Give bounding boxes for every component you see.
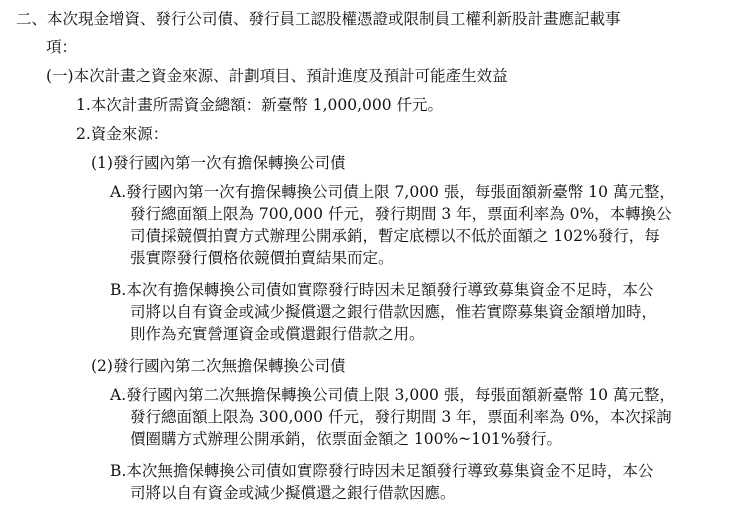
sub1-b-line-3: 則作為充實營運資金或償還銀行借款之用。 [130,325,425,343]
sub2-a-line-1: A.發行國內第二次無擔保轉換公司債上限 3,000 張，每張面額新臺幣 10 萬元整， [110,386,675,404]
sub2-a-line-3: 價圈購方式辦理公開承銷，依票面金額之 100%~101%發行。 [130,430,563,448]
sub1-a-line-1: A.發行國內第一次有擔保轉換公司債上限 7,000 張，每張面額新臺幣 10 萬元整， [110,183,675,201]
sub2-title: (2)發行國內第二次無擔保轉換公司債 [91,357,346,375]
subsection-heading: (一)本次計畫之資金來源、計劃項目、預計進度及預計可能產生效益 [46,67,508,85]
section-heading-line-1: 二、本次現金增資、發行公司債、發行員工認股權憑證或限制員工權利新股計畫應記載事 [16,10,621,28]
sub1-a-line-2: 發行總面額上限為 700,000 仟元，發行期間 3 年，票面利率為 0%，本轉換公 [130,205,672,223]
sub1-a-line-3: 司債採競價拍賣方式辦理公開承銷，暫定底標以不低於面額之 102%發行，每 [130,227,660,245]
sub1-b-line-2: 司將以自有資金或減少擬償還之銀行借款因應，惟若實際募集資金額增加時， [130,303,658,321]
section-heading-line-2: 項： [46,38,78,56]
sub2-a-line-2: 發行總面額上限為 300,000 仟元，發行期間 3 年，票面利率為 0%，本次採詢 [130,408,672,426]
item-2-funding-source: 2.資金來源： [76,125,169,143]
item-1-total-funds: 1.本次計畫所需資金總額：新臺幣 1,000,000 仟元。 [76,96,444,114]
sub1-title: (1)發行國內第一次有擔保轉換公司債 [91,154,346,172]
sub1-b-line-1: B.本次有擔保轉換公司債如實際發行時因未足額發行導致募集資金不足時，本公 [110,281,654,299]
sub2-b-line-2: 司將以自有資金或減少擬償還之銀行借款因應。 [130,484,456,502]
sub2-b-line-1: B.本次無擔保轉換公司債如實際發行時因未足額發行導致募集資金不足時，本公 [110,462,654,480]
sub1-a-line-4: 張實際發行價格依競價拍賣結果而定。 [130,249,394,267]
